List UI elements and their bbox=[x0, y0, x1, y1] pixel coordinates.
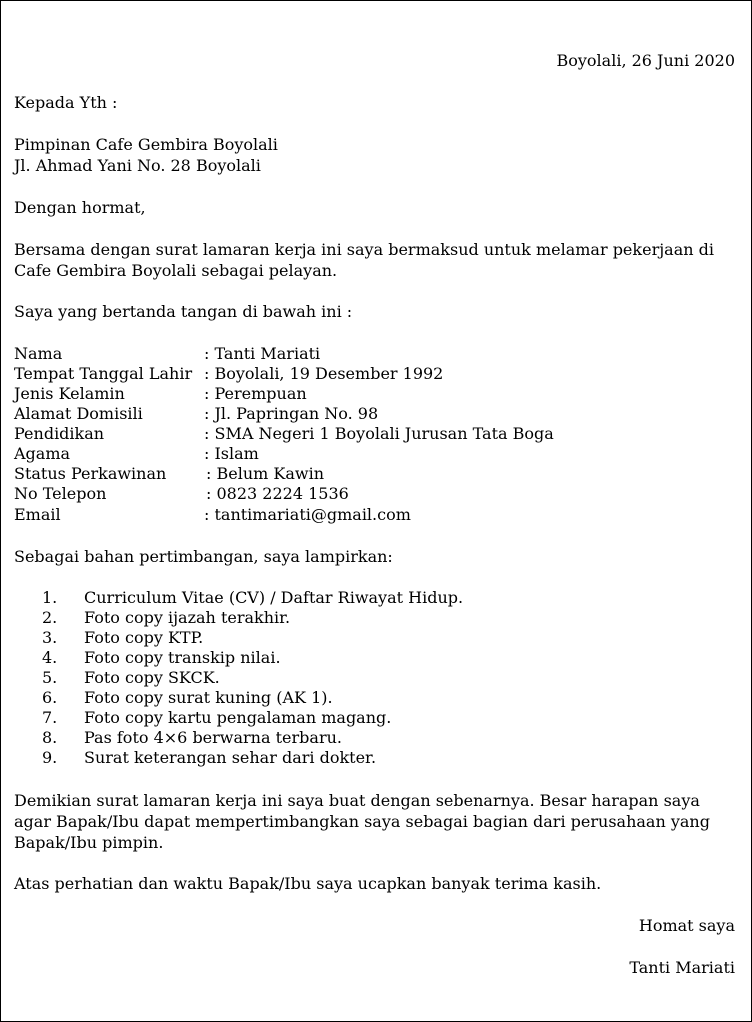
field-label: Status Perkawinan bbox=[14, 464, 167, 483]
attachments-intro: Sebagai bahan pertimbangan, saya lampirkan: bbox=[14, 547, 393, 566]
field-value: : tantimariati@gmail.com bbox=[204, 505, 411, 524]
field-value: : SMA Negeri 1 Boyolali Jurusan Tata Boga bbox=[204, 424, 554, 443]
list-text: Foto copy surat kuning (AK 1). bbox=[84, 688, 333, 707]
field-value: : Perempuan bbox=[204, 384, 307, 403]
list-number: 8. bbox=[42, 728, 58, 747]
list-number: 5. bbox=[42, 668, 58, 687]
field-value: : Jl. Papringan No. 98 bbox=[204, 404, 379, 423]
signature-name: Tanti Mariati bbox=[629, 958, 735, 977]
field-value: : Tanti Mariati bbox=[204, 344, 321, 363]
field-label: Nama bbox=[14, 344, 63, 363]
intro-line: Saya yang bertanda tangan di bawah ini : bbox=[14, 302, 353, 321]
to-label: Kepada Yth : bbox=[14, 93, 118, 112]
field-label: Agama bbox=[14, 444, 71, 463]
field-label: Jenis Kelamin bbox=[14, 384, 125, 403]
list-text: Surat keterangan sehar dari dokter. bbox=[84, 748, 377, 767]
field-value: : Belum Kawin bbox=[206, 464, 324, 483]
recipient-name: Pimpinan Cafe Gembira Boyolali bbox=[14, 135, 278, 154]
list-text: Pas foto 4×6 berwarna terbaru. bbox=[84, 728, 342, 747]
signoff: Homat saya bbox=[638, 916, 735, 935]
field-label: Tempat Tanggal Lahir bbox=[14, 364, 193, 383]
field-value: : 0823 2224 1536 bbox=[206, 484, 349, 503]
list-text: Curriculum Vitae (CV) / Daftar Riwayat Hidup. bbox=[84, 588, 464, 607]
list-number: 1. bbox=[42, 588, 58, 607]
field-label: Email bbox=[14, 505, 61, 524]
list-text: Foto copy KTP. bbox=[84, 628, 204, 647]
list-number: 6. bbox=[42, 688, 58, 707]
list-text: Foto copy transkip nilai. bbox=[84, 648, 281, 667]
field-label: No Telepon bbox=[14, 484, 107, 503]
thanks-line: Atas perhatian dan waktu Bapak/Ibu saya ucapkan banyak terima kasih. bbox=[14, 874, 602, 893]
list-number: 9. bbox=[42, 748, 58, 767]
list-number: 4. bbox=[42, 648, 58, 667]
field-label: Pendidikan bbox=[14, 424, 105, 443]
recipient-address: Jl. Ahmad Yani No. 28 Boyolali bbox=[14, 156, 261, 175]
list-text: Foto copy SKCK. bbox=[84, 668, 220, 687]
list-text: Foto copy kartu pengalaman magang. bbox=[84, 708, 392, 727]
field-label: Alamat Domisili bbox=[14, 404, 143, 423]
greeting: Dengan hormat, bbox=[14, 198, 146, 217]
list-number: 7. bbox=[42, 708, 58, 727]
list-number: 3. bbox=[42, 628, 58, 647]
field-value: : Boyolali, 19 Desember 1992 bbox=[204, 364, 444, 383]
list-number: 2. bbox=[42, 608, 58, 627]
list-text: Foto copy ijazah terakhir. bbox=[84, 608, 291, 627]
closing-paragraph: Demikian surat lamaran kerja ini saya buat dengan sebenarnya. Besar harapan saya agar Bapak/Ibu dapat mempertimbangkan saya sebagai bagian dari perusahaan yang Bapak/Ibu pimpin. bbox=[14, 791, 710, 852]
place-date: Boyolali, 26 Juni 2020 bbox=[556, 51, 735, 70]
opening-paragraph: Bersama dengan surat lamaran kerja ini saya bermaksud untuk melamar pekerjaan di Cafe Gembira Boyolali sebagai pelayan. bbox=[14, 240, 714, 280]
field-value: : Islam bbox=[204, 444, 259, 463]
